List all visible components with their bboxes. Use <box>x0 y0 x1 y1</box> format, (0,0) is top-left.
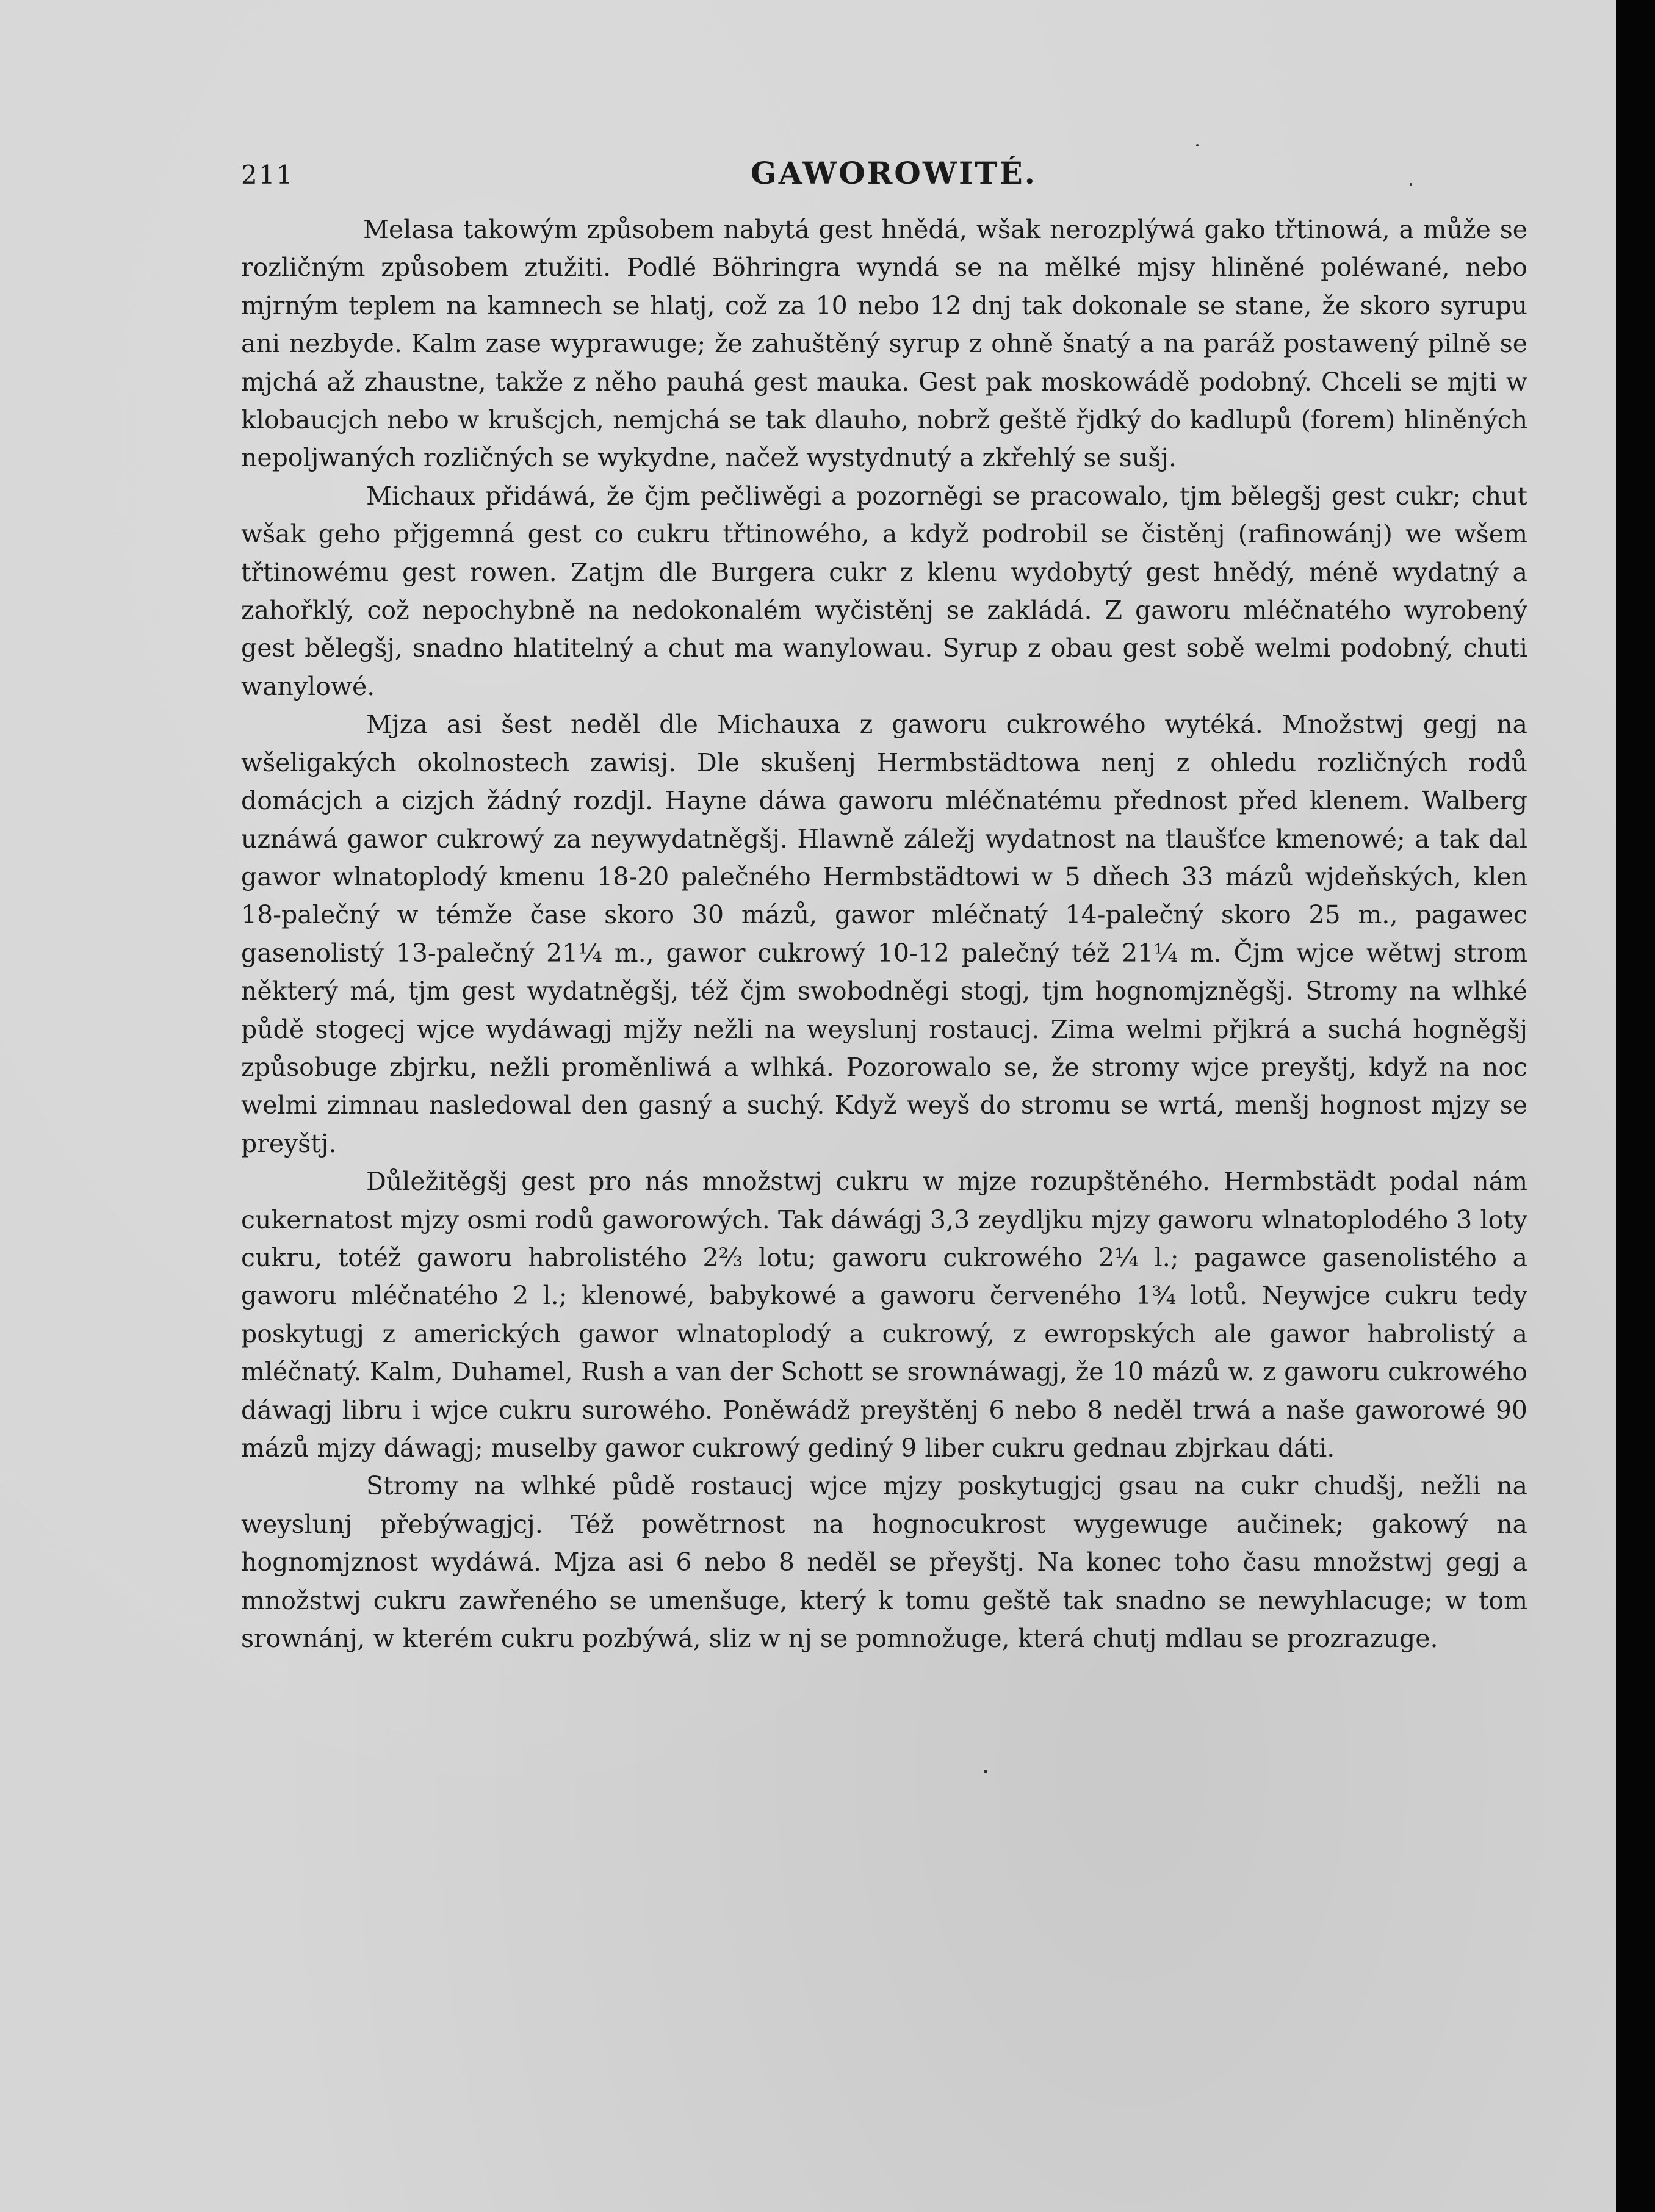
paragraph-sugar-content: Důležitěgšj gest pro nás množstwj cukru w mjze rozupštěného. Hermbstädt podal nám cukernatost mjzy osmi rodů gaworowých. Tak dáwágj 3,3 zeydljku mjzy gaworu wlnatoplodého 3 loty cukru, totéž gaworu habrolistého 2⅔ lotu; gaworu cukrowého 2¼ l.; pagawce gasenolistého a gaworu mléčnatého 2 l.; klenowé, babykowé a gaworu červeného 1¾ lotů. Neywjce cukru tedy poskytugj z amerických gawor wlnatoplodý a cukrowý, z ewropských ale gawor habrolistý a mléčnatý. Kalm, Duhamel, Rush a van der Schott se srownáwagj, že 10 mázů w. z gaworu cukrowého dáwagj libru i wjce cukru surowého. Poněwádž preyštěnj 6 nebo 8 neděl trwá a naše gaworowé 90 mázů mjzy dáwagj; muselby gawor cukrowý gediný 9 liber cukru gednau zbjrkau dáti. <box>241 1167 1527 1463</box>
scan-border <box>1616 0 1655 2212</box>
ink-speck <box>1410 183 1412 186</box>
ink-speck <box>984 1770 987 1773</box>
paragraph-melasa: Melasa takowým způsobem nabytá gest hnědá, wšak nerozplýwá gako třtinowá, a může se rozličným způsobem ztužiti. Podlé Böhringra wyndá se na mělké mjsy hliněné poléwané, nebo mjrným teplem na kamnech se hlatj, což za 10 nebo 12 dnj tak dokonale se stane, že skoro syrupu ani nezbyde. Kalm zase wyprawuge; že zahuštěný syrup z ohně šnatý a na paráž postawený pilně se mjchá až zhaustne, takže z něho pauhá gest mauka. Gest pak moskowádě podobný. Chceli se mjti w klobaucjch nebo w krušcjch, nemjchá se tak dlauho, nobrž geště řjdký do kadlupů (forem) hliněných nepoljwaných rozličných se wykydne, načež wystydnutý a zkřehlý se sušj. <box>241 215 1527 473</box>
paragraph-wet-soil: Stromy na wlhké půdě rostaucj wjce mjzy poskytugjcj gsau na cukr chudšj, nežli na weyslunj přebýwagjcj. Též powětrnost na hognocukrost wygewuge aučinek; gakowý na hognomjznost wydáwá. Mjza asi 6 nebo 8 neděl se přeyštj. Na konec toho času množstwj gegj a množstwj cukru zawřeného se umenšuge, který k tomu geště tak snadno se newyhlacuge; w tom srownánj, w kterém cukru pozbýwá, sliz w nj se pomnožuge, která chutj mdlau se prozrazuge. <box>241 1471 1527 1654</box>
paragraph-mjza-yield: Mjza asi šest neděl dle Michauxa z gaworu cukrowého wytéká. Množstwj gegj na wšeligakých okolnostech zawisj. Dle skušenj Hermbstädtowa nenj z ohledu rozličných rodů domácjch a cizjch žádný rozdjl. Hayne dáwa gaworu mléčnatému přednost před klenem. Walberg uznáwá gawor cukrowý za neywydatněgšj. Hlawně záležj wydatnost na tlaušťce kmenowé; a tak dal gawor wlnatoplodý kmenu 18-20 palečného Hermbstädtowi w 5 dňech 33 mázů wjdeňských, klen 18-palečný w témže čase skoro 30 mázů, gawor mléčnatý 14-palečný skoro 25 m., pagawec gasenolistý 13-palečný 21¼ m., gawor cukrowý 10-12 palečný též 21¼ m. Čjm wjce wětwj strom některý má, tjm gest wydatněgšj, též čjm swobodněgi stogj, tjm hognomjzněgšj. Stromy na wlhké půdě stogecj wjce wydáwagj mjžy nežli na weyslunj rostaucj. Zima welmi přjkrá a suchá hogněgšj způsobuge zbjrku, nežli proměnliwá a wlhká. Pozorowalo se, že stromy wjce preyštj, když na noc welmi zimnau nasledowal den gasný a suchý. Když weyš do stromu se wrtá, menšj hognost mjzy se preyštj. <box>241 710 1527 1158</box>
page-body <box>241 211 1527 1657</box>
paragraph-michaux: Michaux přidáwá, že čjm pečliwěgi a pozorněgi se pracowalo, tjm bělegšj gest cukr; chut wšak geho přjgemná gest co cukru třtinowého, a když podrobil se čistěnj (rafinowánj) we wšem třtinowému gest rowen. Zatjm dle Burgera cukr z klenu wydobytý gest hnědý, méně wydatný a zahořklý, což nepochybně na nedokonalém wyčistěnj se zakládá. Z gaworu mléčnatého wyrobený gest bělegšj, snadno hlatitelný a chut ma wanylowau. Syrup z obau gest sobě welmi podobný, chuti wanylowé. <box>241 481 1527 701</box>
ink-speck <box>1196 144 1199 146</box>
running-title: GAWOROWITÉ. <box>751 155 1037 191</box>
page-number: 211 <box>241 160 294 190</box>
page-header <box>241 153 1529 201</box>
